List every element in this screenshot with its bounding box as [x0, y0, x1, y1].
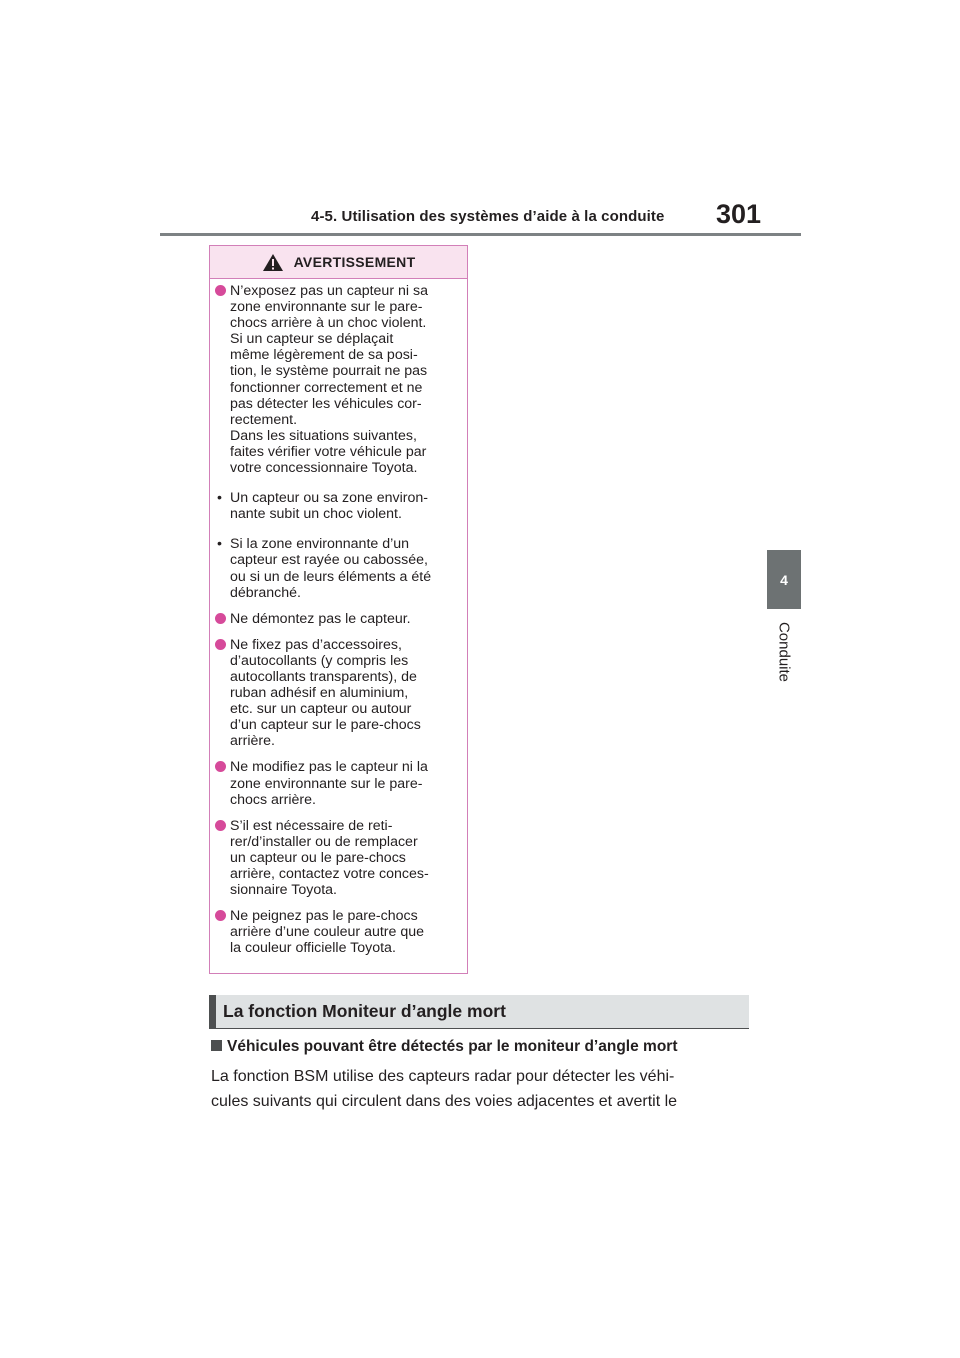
square-bullet-icon [211, 1040, 222, 1051]
warning-line: arrière d’une couleur autre que [230, 924, 425, 941]
section-banner [209, 995, 749, 1029]
warning-line: rectement. [230, 411, 298, 428]
warning-header [210, 246, 467, 279]
body-line: La fonction BSM utilise des capteurs radar pour détecter les véhi- [211, 1068, 675, 1085]
header-rule [160, 233, 801, 236]
warning-line: etc. sur un capteur ou autour [230, 701, 412, 718]
warning-sub-item [214, 490, 461, 522]
warning-line: arrière, contactez votre conces- [230, 866, 429, 882]
warning-box [209, 245, 468, 974]
warning-line: Ne modifiez pas le capteur ni la [230, 759, 428, 776]
body-paragraph [211, 1065, 751, 1114]
subheading-text: Véhicules pouvant être détectés par le moniteur d’angle mort [227, 1038, 678, 1055]
warning-line: nante subit un choc violent. [230, 506, 402, 523]
bullet-dot-icon [215, 613, 226, 624]
bullet-dot-icon [215, 639, 226, 650]
warning-line: rer/d’installer ou de remplacer [230, 833, 418, 850]
warning-line: Ne peignez pas le pare-chocs [230, 908, 418, 925]
warning-line: chocs arrière. [230, 791, 316, 808]
warning-line: ou si un de leurs éléments a été [230, 568, 432, 585]
chapter-tab[interactable] [767, 550, 801, 609]
warning-line: Ne démontez pas le capteur. [230, 610, 411, 627]
warning-item [214, 908, 461, 956]
warning-line: N’exposez pas un capteur ni sa [230, 283, 428, 299]
subheading [211, 1038, 677, 1056]
warning-line: débranché. [230, 584, 301, 601]
warning-line: la couleur officielle Toyota. [230, 940, 396, 957]
chapter-number: 4 [780, 571, 788, 588]
warning-line: Si la zone environnante d’un [230, 536, 410, 553]
warning-item [214, 818, 461, 898]
warning-title: AVERTISSEMENT [293, 254, 416, 270]
header-section-title: 4-5. Utilisation des systèmes d’aide à la conduite [311, 208, 665, 225]
warning-item [214, 611, 461, 627]
warning-line: un capteur ou le pare-chocs [230, 849, 406, 866]
sub-bullet-marker: • [217, 536, 222, 553]
warning-line: votre concessionnaire Toyota. [230, 460, 418, 477]
warning-line: zone environnante sur le pare- [230, 775, 423, 792]
warning-line: Si un capteur se déplaçait [230, 331, 394, 348]
warning-item [214, 637, 461, 750]
bullet-dot-icon [215, 761, 226, 772]
chapter-label: Conduite [775, 621, 793, 683]
warning-line: fonctionner correctement et ne [230, 379, 423, 396]
warning-line: Ne fixez pas d’accessoires, [230, 636, 402, 653]
warning-line: zone environnante sur le pare- [230, 299, 423, 316]
warning-line: Dans les situations suivantes, [230, 427, 417, 444]
section-title: La fonction Moniteur d’angle mort [223, 1001, 506, 1021]
warning-item [214, 283, 461, 476]
bullet-dot-icon [215, 285, 226, 296]
warning-line: faites vérifier votre véhicule par [230, 443, 427, 460]
page-number: 301 [716, 199, 762, 229]
warning-line: même légèrement de sa posi- [230, 347, 418, 364]
warning-line: d’autocollants (y compris les [230, 652, 409, 669]
warning-body [210, 279, 467, 956]
warning-item [214, 759, 461, 807]
warning-triangle-icon [262, 253, 284, 272]
sub-bullet-marker: • [217, 490, 222, 507]
warning-line: tion, le système pourrait ne pas [230, 363, 428, 380]
warning-line: pas détecter les véhicules cor- [230, 395, 422, 412]
warning-line: d’un capteur sur le pare-chocs [230, 717, 421, 734]
warning-line: ruban adhésif en aluminium, [230, 685, 409, 702]
warning-line: arrière. [230, 733, 275, 750]
warning-line: chocs arrière à un choc violent. [230, 315, 427, 332]
warning-line: sionnaire Toyota. [230, 882, 338, 899]
bullet-dot-icon [215, 820, 226, 831]
warning-line: autocollants transparents), de [230, 668, 417, 685]
warning-line: Un capteur ou sa zone environ- [230, 490, 428, 507]
bullet-dot-icon [215, 910, 226, 921]
warning-line: S’il est nécessaire de reti- [230, 817, 393, 834]
body-line: cules suivants qui circulent dans des voies adjacentes et avertit le [211, 1092, 678, 1110]
warning-sub-item [214, 536, 461, 600]
warning-line: capteur est rayée ou cabossée, [230, 552, 428, 569]
